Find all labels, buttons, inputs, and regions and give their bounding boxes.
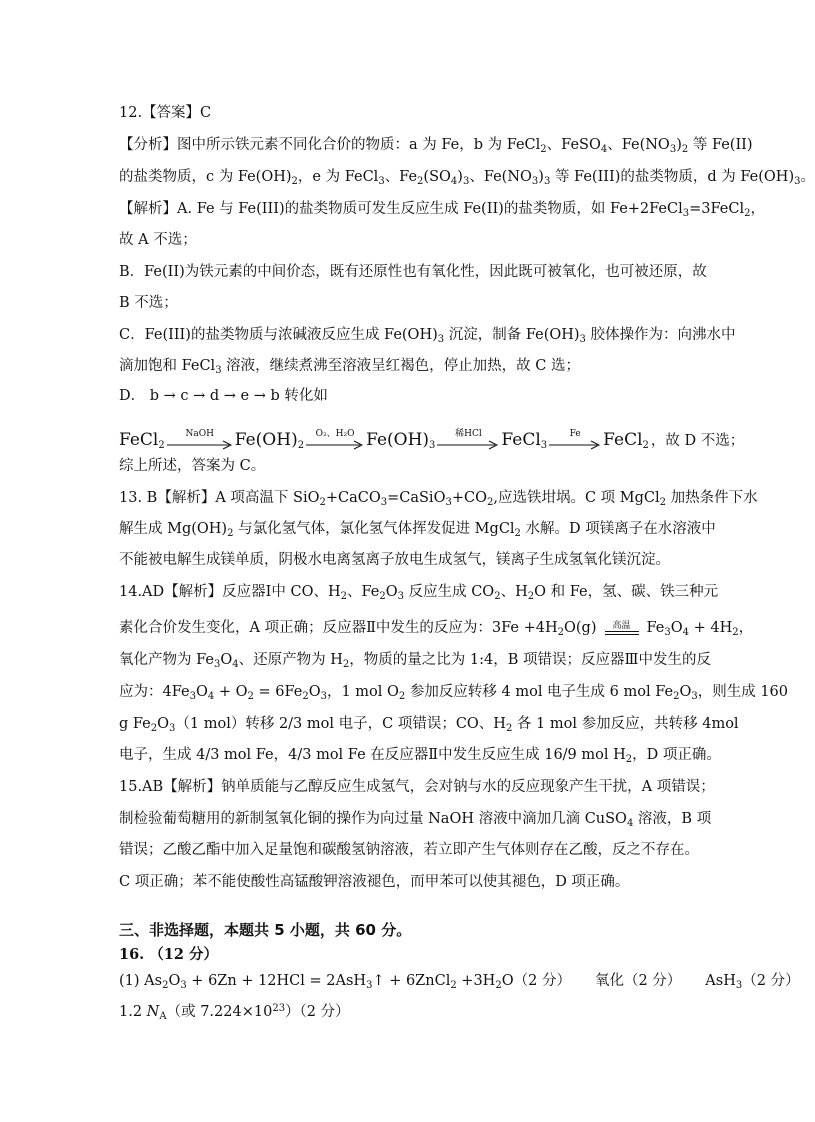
q12-explanation-a-line1: 【解析】A. Fe 与 Fe(III)的盐类物质可发生反应生成 Fe(II)的盐类物质，如 Fe+2FeCl$_3$=3FeCl$_2$， [119,201,765,219]
q15-line3: 错误；乙酸乙酯中加入足量饱和碳酸氢钠溶液，若立即产生气体则存在乙酸，反之不存在。 [119,842,699,858]
q12-explanation-a-line2: 故 A 不选； [119,232,197,248]
reaction-condition-mark: 高温 [605,622,639,635]
q12-analysis-line2: 的盐类物质，c 为 $Fe(OH)_2$，e 为 FeCl$_3$、$Fe_2(SO_4)_3$、$Fe(NO_3)_3$ 等 Fe(III)的盐类物质，d 为 $Fe(OH)_3$。 [119,169,815,187]
q12-answer: 12.【答案】C [119,105,212,121]
q12-analysis-line1: 【分析】图中所示铁元素不同化合价的物质：a 为 Fe，b 为 FeCl$_2$、FeSO$_4$、$Fe(NO_3)_2$ 等 Fe(II) [119,137,753,155]
q14-line1: 14.AD【解析】反应器Ⅰ中 CO、$H_2$、$Fe_2O_3$ 反应生成 $CO_2$、$H_2O$ 和 Fe，氢、碳、铁三种元 [119,584,719,602]
q12-explanation-b-line1: B．Fe(II)为铁元素的中间价态，既有还原性也有氧化性，因此既可被氧化，也可被还原，故 [119,264,707,280]
chain-arrow-3: 稀HCl [437,429,499,450]
chain-tail: ，故 D 不选； [650,433,745,449]
chain-species-1: FeCl$_2$ [119,430,165,451]
chain-species-3: $Fe(OH)_3$ [366,430,436,451]
q14-line4: 应为：$4Fe_3O_4 + O_2 = 6Fe_2O_3$，1 mol $O_2$ 参加反应转移 4 mol 电子生成 6 mol $Fe_2O_3$，则生成 160 [119,684,789,702]
q15-line2: 制检验葡萄糖用的新制氢氧化铜的操作为向过量 NaOH 溶液中滴加几滴 CuSO$_4$ 溶液，B 项 [119,811,712,829]
chain-arrow-1: NaOH [167,429,233,450]
section-heading: 三、非选择题，本题共 5 小题，共 60 分。 [119,921,412,939]
q12-explanation-d-line1: D． b → c → d → e → b 转化如 [119,388,328,404]
q16-part1: (1) $As_2O_3 + 6Zn + 12HCl$ = 2AsH$_3$↑ + 6ZnCl$_2$ $+3H_2O(2$ 分） 氧化（2 分） AsH$_3$（2 分） [119,973,800,991]
q14-line5: g $Fe_2O_3(1$ mol）转移 2/3 mol 电子，C 项错误；CO、$H_2$ 各 1 mol 参加反应，共转移 4mol [119,716,739,734]
q15-line1: 15.AB【解析】钠单质能与乙醇反应生成氢气，会对钠与水的反应现象产生干扰，A 项错误； [119,779,715,795]
chain-species-4: FeCl$_3$ [501,430,548,451]
reaction-chain [119,414,745,451]
q13-line1: 13. B【解析】A 项高温下 $SiO_2+CaCO_3=CaSiO_3+CO_2$,应选铁坩埚。C 项 MgCl$_2$ 加热条件下水 [119,490,758,508]
chain-arrow-4: Fe [549,429,601,450]
q16-part1-line2: 1.2 $N_A$（或 $7.224\times 10^{23})(2$ 分） [119,1003,350,1022]
q16-heading: 16. （12 分） [119,946,219,963]
chain-arrow-2: O₂、H₂O [306,429,364,450]
q12-summary: 综上所述，答案为 C。 [119,458,266,474]
q14-line2: 素化合价发生变化，A 项正确；反应器Ⅱ中发生的反应为：$3Fe +4H_2O(g)$ 高温 $Fe_3O_4 + 4H_2$， [119,620,754,638]
chain-species-2: $Fe(OH)_2$ [234,430,305,451]
q15-line4: C 项正确；苯不能使酸性高锰酸钾溶液褪色，而甲苯可以使其褪色，D 项正确。 [119,874,630,890]
q13-line3: 不能被电解生成镁单质，阴极水电离氢离子放电生成氢气，镁离子生成氢氧化镁沉淀。 [119,552,670,568]
q14-line3: 氧化产物为 $Fe_3O_4$、还原产物为 $H_2$，物质的量之比为 1:4，B 项错误；反应器Ⅲ中发生的反 [119,652,711,670]
chain-species-5: FeCl$_2$ [603,430,649,451]
q14-line6: 电子，生成 4/3 mol Fe，4/3 mol Fe 在反应器Ⅱ中发生反应生成 16/9 mol $H_2$，D 项正确。 [119,747,721,765]
q13-line2: 解生成 $Mg(OH)_2$ 与氯化氢气体，氯化氢气体挥发促进 MgCl$_2$ 水解。D 项镁离子在水溶液中 [119,521,716,539]
q12-explanation-b-line2: B 不选； [119,295,178,311]
q12-explanation-c-line1: C．Fe(III)的盐类物质与浓碱液反应生成 $Fe(OH)_3$ 沉淀，制备 $Fe(OH)_3$ 胶体操作为：向沸水中 [119,327,736,345]
q12-explanation-c-line2: 滴加饱和 FeCl$_3$ 溶液，继续煮沸至溶液呈红褐色，停止加热，故 C 选； [119,358,580,376]
